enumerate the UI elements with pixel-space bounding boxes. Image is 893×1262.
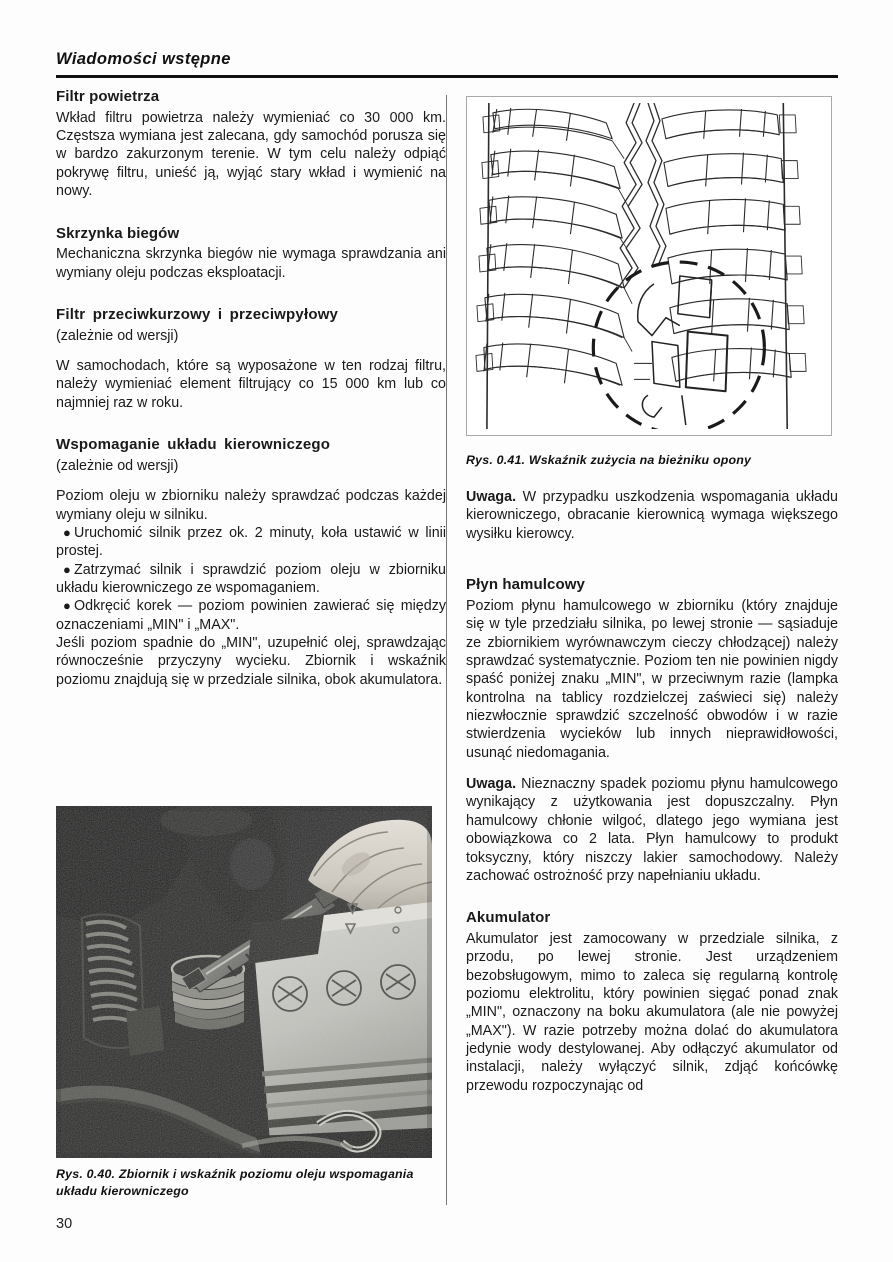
paragraph-wspomaganie-intro: Poziom oleju w zbiorniku należy sprawdzać podczas każdej wymiany oleju w silniku. <box>56 488 446 523</box>
running-head: Wiadomości wstępne <box>56 50 231 68</box>
column-divider <box>446 95 447 1205</box>
spacer <box>56 214 446 225</box>
list-item-text: Zatrzymać silnik i sprawdzić poziom oleju w zbiorniku układu kierowniczego ze wspomaganiem. <box>56 561 446 596</box>
figure-tire-tread <box>466 96 832 436</box>
list-item <box>56 597 446 634</box>
page-number: 30 <box>56 1216 73 1232</box>
note-text: Nieznaczny spadek poziomu płynu hamulcowego wynikający z użytkowania jest dopuszczalny. Płyn hamulcowy chłonie wilgoć, dlatego jego wymiana jest obowiązkowa co 2 lata. Płyn hamulcowy to produkt toksyczny, który niszczy lakier samochodowy. Należy zachować ostrożność przy napełnianiu układu. <box>466 776 838 884</box>
note-lead: Uwaga. <box>466 776 517 793</box>
section-heading-filtr-przeciwkurzowy: Filtr przeciwkurzowy i przeciwpyłowy <box>56 306 339 324</box>
section-heading-akumulator: Akumulator <box>466 909 551 927</box>
paragraph-akumulator: Akumulator jest zamocowany w przedziale silnika, z przodu, po lewej stronie. Jest urządzeniem bezobsługowym, mimo to zaleca się regularną kontrolę poziomu elektrolitu, który powinien sięgać ponad znak „MIN", oznaczony na boku akumulatora (ale nie powyżej „MAX"). W razie potrzeby można dolać do akumulatora jedynie wody destylowanej. Aby odłączyć akumulator od instalacji, należy wyłączyć silnik, zdjąć końcówkę przewodu rozpoczynając od <box>466 930 838 1094</box>
bullet-icon: ● <box>63 598 71 614</box>
subheading-wersja-2: (zależnie od wersji) <box>56 327 179 344</box>
note-wspomaganie <box>466 488 838 543</box>
list-item-text: Uruchomić silnik przez ok. 2 minuty, koła ustawić w linii prostej. <box>56 524 446 560</box>
header-rule <box>56 75 838 78</box>
engine-bay-photo <box>56 806 432 1158</box>
list-item-text: Odkręcić korek — poziom powinien zawierać się między oznaczeniami „MIN" i „MAX". <box>56 598 446 633</box>
subheading-wersja-3: (zależnie od wersji) <box>56 457 179 474</box>
paragraph-wspomaganie-after-bullets: Jeśli poziom spadnie do „MIN", uzupełnić olej, sprawdzając równocześnie przyczyny wycieku. Zbiornik i wskaźnik poziomu znajdują się w przedziale silnika, obok akumulatora. <box>56 635 446 688</box>
left-column <box>56 88 446 702</box>
figure-caption-0-40: Rys. 0.40. Zbiornik i wskaźnik poziomu oleju wspomagania układu kierowniczego <box>56 1167 414 1198</box>
figure-caption-0-41: Rys. 0.41. Wskaźnik zużycia na bieżniku opony <box>466 453 752 467</box>
section-heading-filtr-powietrza: Filtr powietrza <box>56 88 160 105</box>
paragraph-filtr-przeciwkurzowy: W samochodach, które są wyposażone w ten rodzaj filtru, należy wymieniać element filtrujący co 15 000 km lub co najmniej raz w roku. <box>56 358 446 411</box>
list-item <box>56 524 446 561</box>
spacer <box>56 425 446 436</box>
section-heading-skrzynka-biegow: Skrzynka biegów <box>56 224 180 242</box>
note-lead: Uwaga. <box>466 489 517 505</box>
section-heading-plyn-hamulcowy: Płyn hamulcowy <box>466 576 585 594</box>
section-heading-wspomaganie: Wspomaganie układu kierowniczego <box>56 436 331 454</box>
spacer <box>466 898 838 909</box>
paragraph-filtr-powietrza: Wkład filtru powietrza należy wymieniać co 30 000 km. Częstsza wymiana jest zalecana, gdy samochód porusza się w bardzo zakurzonym terenie. W tym celu należy odpiąć pokrywę filtru, unieść ją, wyjąć stary wkład i wymienić na nowy. <box>56 109 446 200</box>
bullet-icon: ● <box>63 561 71 577</box>
bullet-icon: ● <box>63 524 71 540</box>
figure-photo-reservoir <box>56 806 432 1158</box>
spacer <box>466 556 838 576</box>
paragraph-plyn-hamulcowy: Poziom płynu hamulcowego w zbiorniku (który znajduje się w tyle przedziału silnika, po lewej stronie — sąsiaduje ze zbiornikiem wyrównawczym cieczy chłodzącej) należy sprawdzać systematycznie. Poziom ten nie powinien nigdy spaść poniżej znaku „MIN", w przeciwnym razie (lampka kontrolna na tablicy rozdzielczej zaświeci się) należy niezwłocznie sprawdzić szczelność obwodów i w razie stwierdzenia wycieków lub innych nieprawidłowości, usunąć niedomagania. <box>466 597 838 761</box>
note-plyn-hamulcowy <box>466 775 838 885</box>
right-column <box>466 488 838 1108</box>
tire-tread-illustration <box>467 97 831 435</box>
note-text: W przypadku uszkodzenia wspomagania układu kierowniczego, obracanie kierownicą wymaga większego wysiłku kierowcy. <box>466 489 838 542</box>
paragraph-skrzynka-biegow: Mechaniczna skrzynka biegów nie wymaga sprawdzania ani wymiany oleju podczas eksploatacji. <box>56 246 446 281</box>
list-item <box>56 561 446 598</box>
spacer <box>56 295 446 306</box>
